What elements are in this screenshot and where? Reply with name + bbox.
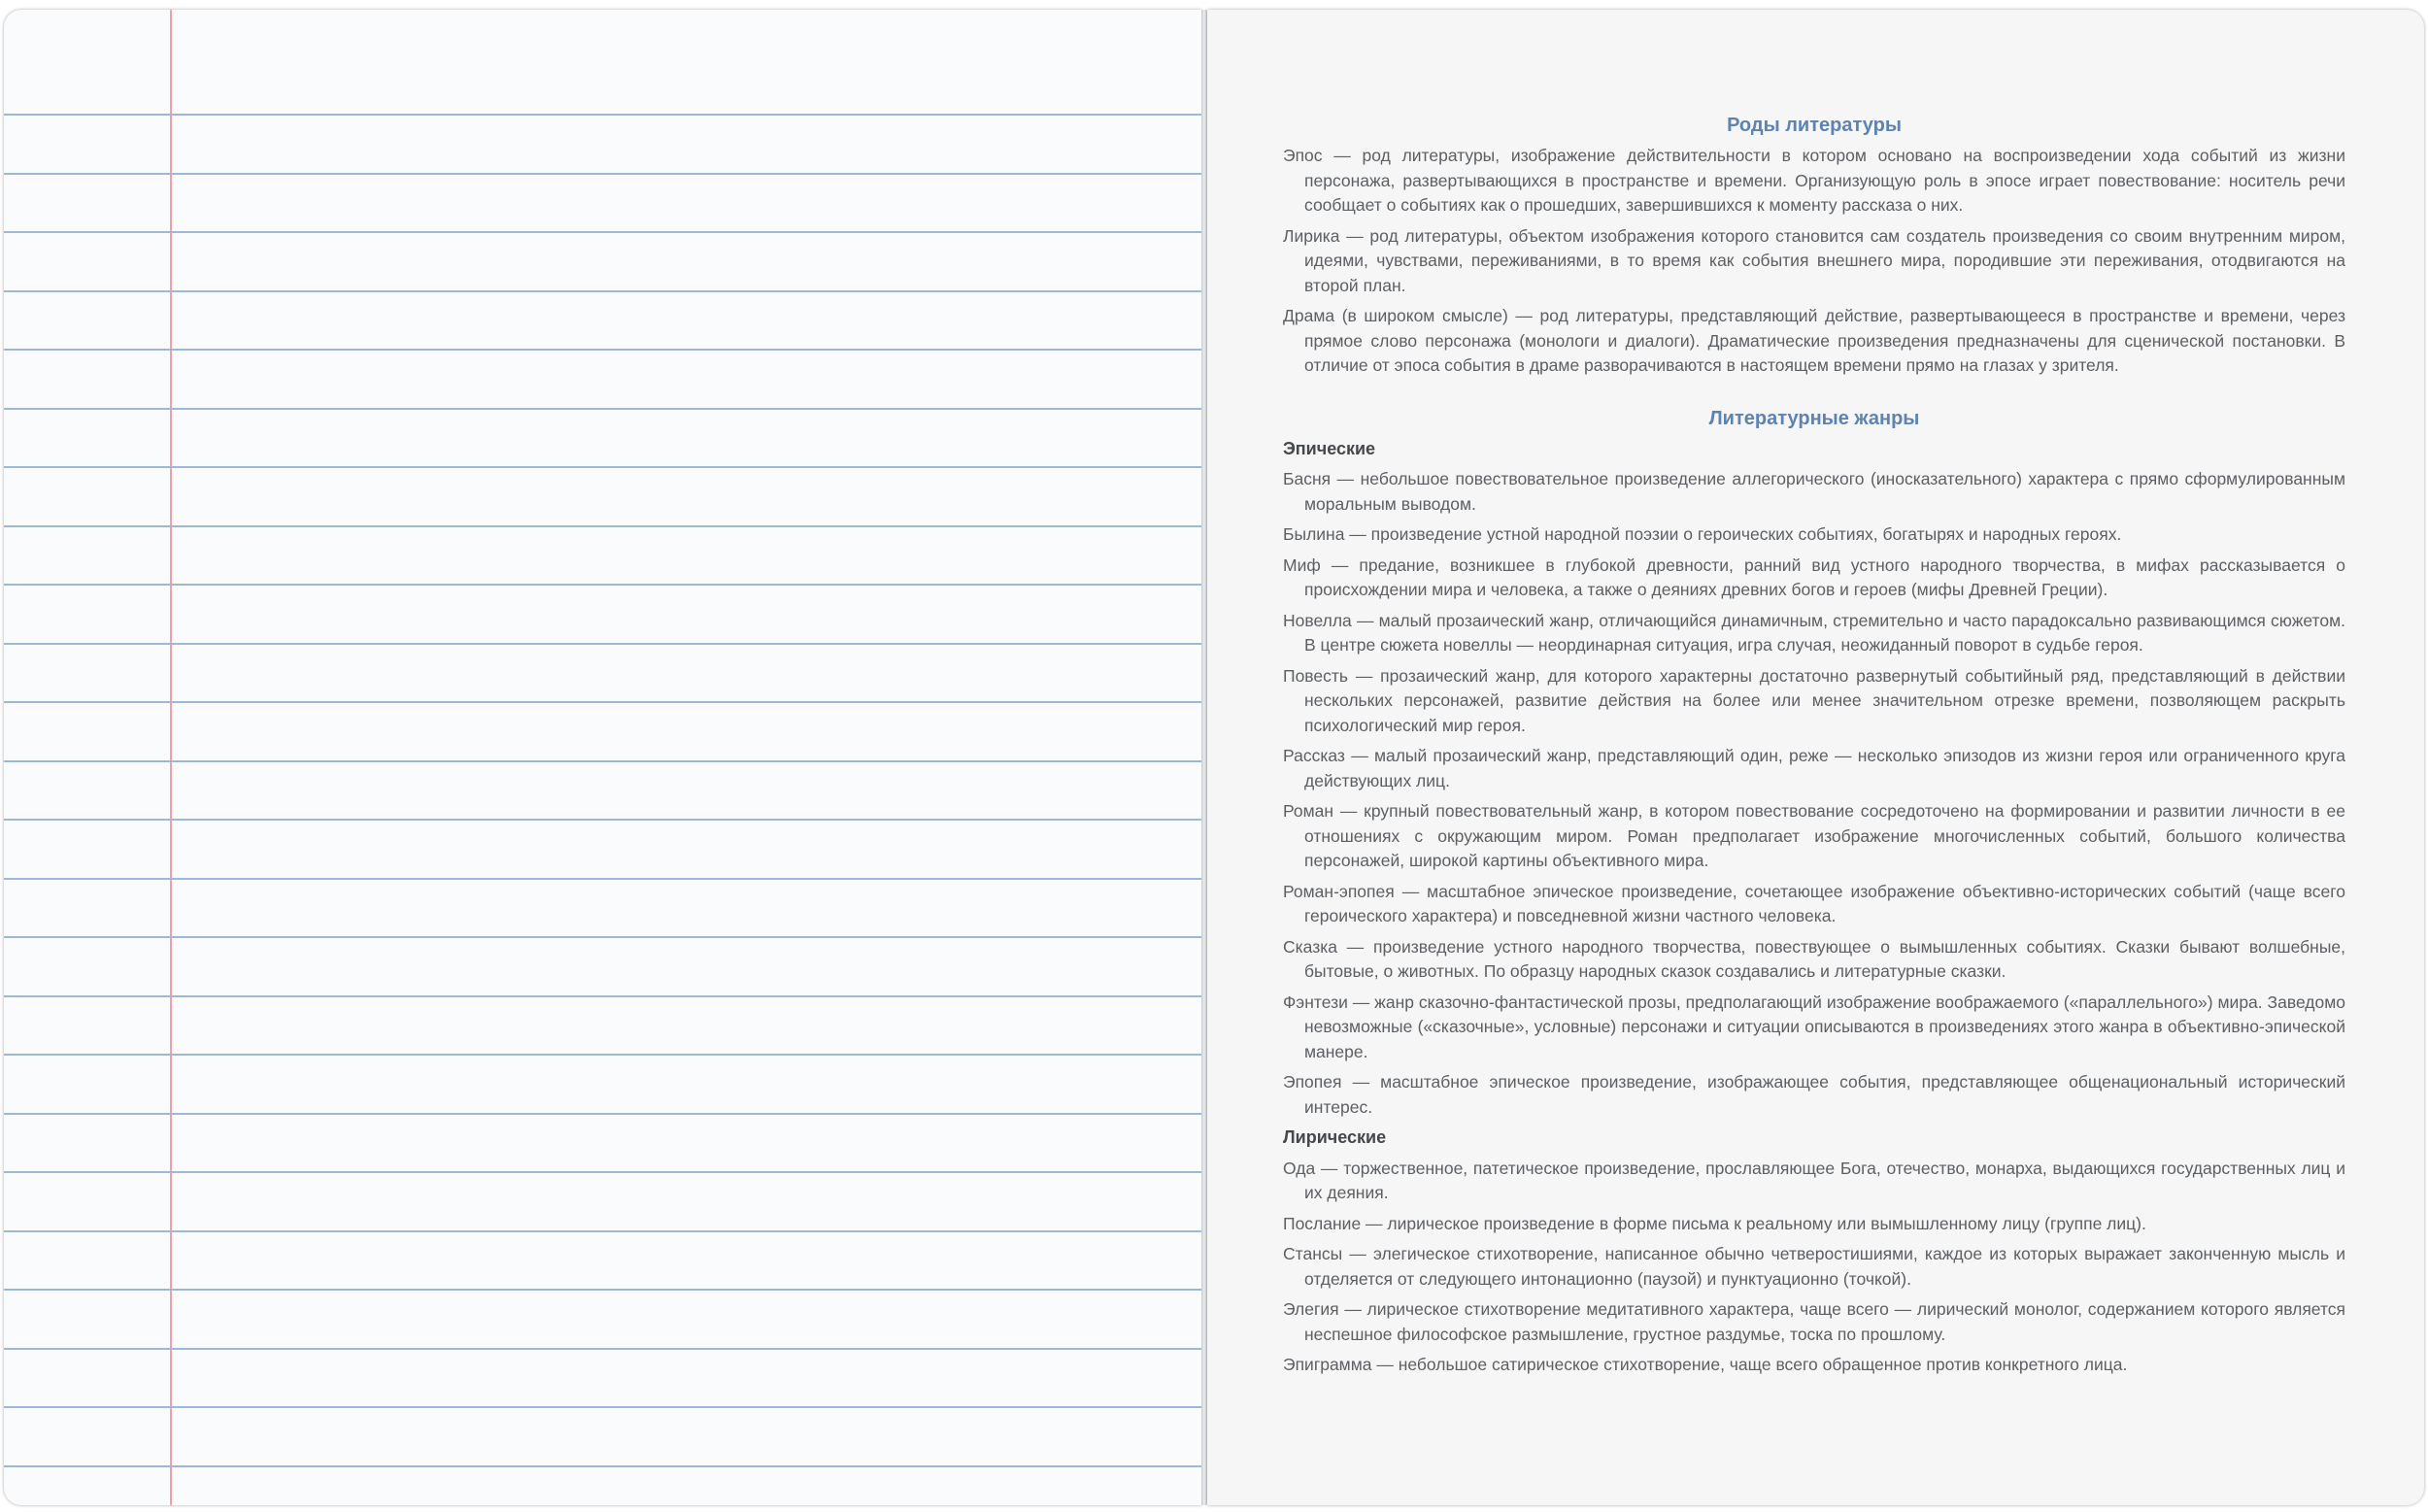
- ruled-line: [4, 1113, 1201, 1115]
- ruled-line: [4, 936, 1201, 938]
- entry-fantasy: Фэнтези — жанр сказочно-фантастической прозы, предполагающий изображение воображаемого («параллельного») мира. Заведомо невозможные («сказочные», условные) персонажи и ситуации описываются в произведениях этого жанра в объективно-эпической манере.: [1283, 991, 2345, 1061]
- section-title-literary-genres: Литературные жанры: [1708, 407, 1920, 429]
- entry-ode: Ода — торжественное, патетическое произведение, прославляющее Бога, отечество, монарха, выдающихся государственных лиц и их деяния.: [1283, 1158, 2345, 1202]
- group-title-lyric: Лирические: [1283, 1127, 1387, 1147]
- ruled-line: [4, 760, 1201, 762]
- entry-bylina: Былина — произведение устной народной поэзии о героических событиях, богатырях и народных героях.: [1283, 524, 2122, 544]
- entry-stanzas: Стансы — элегическое стихотворение, написанное обычно четверостишиями, каждое из которых выражает законченную мысль и отделяется от следующего интонационно (паузой) и пунктуационно (точкой).: [1283, 1244, 2345, 1289]
- entry-epigram: Эпиграмма — небольшое сатирическое стихотворение, чаще всего обращенное против конкретного лица.: [1283, 1355, 2128, 1374]
- group-title-epic: Эпические: [1283, 438, 1376, 458]
- ruled-line: [4, 878, 1201, 880]
- reference-content: [1283, 113, 2345, 1384]
- ruled-line: [4, 173, 1201, 175]
- ruled-line: [4, 290, 1201, 292]
- ruled-line: [4, 995, 1201, 997]
- ruled-line: [4, 114, 1201, 116]
- entry-epos: Эпос — род литературы, изображение действительности в котором основано на воспроизведении хода событий из жизни персонажа, развертывающихся в пространстве и времени. Организующую роль в эпосе играет повествование: носитель речи сообщает о событиях как о прошедших, завершившихся к моменту рассказа о них.: [1283, 146, 2345, 215]
- ruled-line: [4, 1406, 1201, 1408]
- ruled-line: [4, 584, 1201, 586]
- entry-fable: Басня — небольшое повествовательное произведение аллегорического (иносказательного) характера с прямо сформулированным моральным выводом.: [1283, 469, 2345, 514]
- entry-epopee: Эпопея — масштабное эпическое произведение, изображающее события, представляющее общенациональный исторический интерес.: [1283, 1072, 2345, 1117]
- ruled-line: [4, 1230, 1201, 1232]
- entry-epistle: Послание — лирическое произведение в форме письма к реальному или вымышленному лицу (группе лиц).: [1283, 1213, 2146, 1233]
- ruled-line: [4, 525, 1201, 527]
- ruled-line: [4, 701, 1201, 703]
- entry-lyrics: Лирика — род литературы, объектом изображения которого становится сам создатель произведения со своим внутренним миром, идеями, чувствами, переживаниями, в то время как события внешнего мира, породившие эти переживания, отодвигаются на второй план.: [1283, 225, 2345, 295]
- entry-novella: Новелла — малый прозаический жанр, отличающийся динамичным, стремительно и часто парадоксально развивающимся сюжетом. В центре сюжета новеллы — неординарная ситуация, игра случая, неожиданный поворот в судьбе героя.: [1283, 610, 2345, 655]
- ruled-line: [4, 1348, 1201, 1350]
- entry-novel: Роман — крупный повествовательный жанр, в котором повествование сосредоточено на формировании и развитии личности в ее отношениях с окружающим миром. Роман предполагает изображение многочисленных событий, большого количества персонажей, широкой картины объективного мира.: [1283, 801, 2345, 870]
- ruled-line: [4, 1465, 1201, 1467]
- ruled-line: [4, 466, 1201, 468]
- entry-story: Рассказ — малый прозаический жанр, представляющий один, реже — несколько эпизодов из жизни героя или ограниченного круга действующих лиц.: [1283, 746, 2345, 790]
- ruled-line: [4, 1171, 1201, 1173]
- ruled-line: [4, 231, 1201, 233]
- reference-page: [1207, 10, 2424, 1505]
- lined-notebook-page: [4, 10, 1201, 1505]
- ruled-line: [4, 408, 1201, 410]
- ruled-line: [4, 1054, 1201, 1056]
- section-title-literary-kinds: Роды литературы: [1727, 115, 1902, 136]
- ruled-line: [4, 349, 1201, 351]
- entry-drama: Драма (в широком смысле) — род литературы, представляющий действие, развертывающееся в пространстве и времени, через прямое слово персонажа (монологи и диалоги). Драматические произведения предназначены для сценической постановки. В отличие от эпоса события в драме разворачиваются в настоящем времени прямо на глазах у зрителя.: [1283, 306, 2345, 375]
- entry-fairy-tale: Сказка — произведение устного народного творчества, повествующее о вымышленных событиях. Сказки бывают волшебные, бытовые, о животных. По образцу народных сказок создавались и литературные сказки.: [1283, 936, 2345, 981]
- ruled-line: [4, 643, 1201, 645]
- ruled-line: [4, 819, 1201, 821]
- entry-epic-novel: Роман-эпопея — масштабное эпическое произведение, сочетающее изображение объективно-исторических событий (чаще всего героического характера) и повседневной жизни частного человека.: [1283, 881, 2345, 925]
- entry-myth: Миф — предание, возникшее в глубокой древности, ранний вид устного народного творчества, в мифах рассказывается о происхождении мира и человека, а также о деяниях древних богов и героев (мифы Древней Греции).: [1283, 554, 2345, 599]
- entry-elegy: Элегия — лирическое стихотворение медитативного характера, чаще всего — лирический монолог, содержанием которого является неспешное философское размышление, грустное раздумье, тоска по прошлому.: [1283, 1299, 2345, 1344]
- margin-line: [170, 10, 172, 1505]
- entry-povest: Повесть — прозаический жанр, для которого характерны достаточно развернутый событийный ряд, представляющий в действии нескольких персонажей, развитие действия на более или менее значительном отрезке времени, позволяющем раскрыть психологический мир героя.: [1283, 665, 2345, 735]
- ruled-line: [4, 1289, 1201, 1291]
